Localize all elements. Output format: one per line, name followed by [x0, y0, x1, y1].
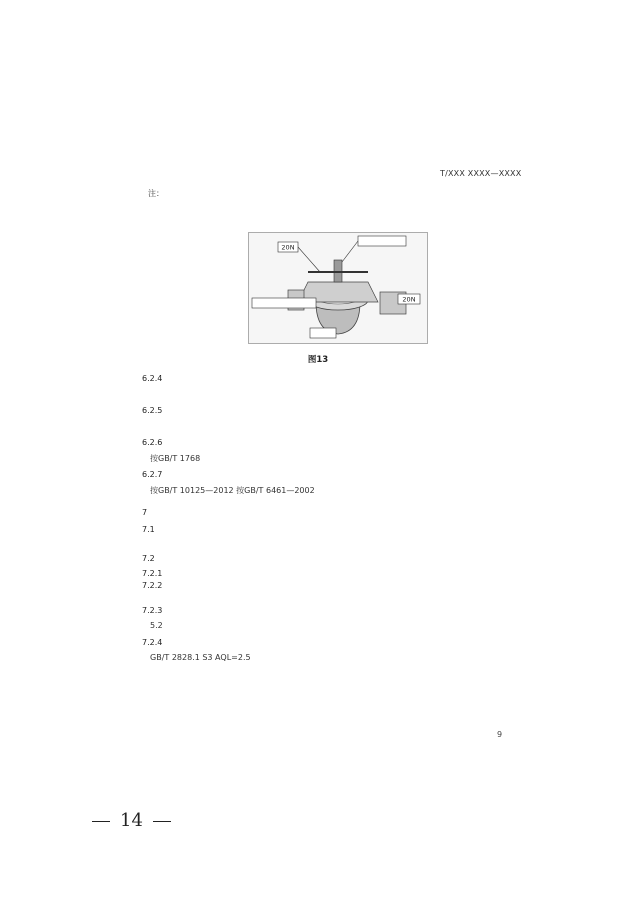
subclause-number: 7.2	[142, 554, 155, 563]
left-dash	[92, 821, 110, 822]
clause-number: 6.2.4	[142, 374, 163, 383]
section-heading	[142, 507, 522, 519]
clause-number: 6.2.7	[142, 470, 163, 479]
clause-heading	[142, 373, 522, 385]
clause-heading	[142, 469, 522, 481]
clause-number: 6.2.6	[142, 438, 163, 447]
subclause-number: 7.2.4	[142, 638, 163, 647]
subclause-line	[142, 580, 522, 592]
force-label-right: 20N	[402, 295, 416, 304]
subclause-body: 5.2	[150, 621, 163, 630]
subclause-number: 7.1	[142, 525, 155, 534]
page-number: 9	[497, 730, 503, 739]
test-figure	[248, 232, 428, 344]
subclause-number: 7.2.1	[142, 569, 163, 578]
right-dash	[153, 821, 171, 822]
figure-caption: 图13	[307, 355, 329, 365]
subclause-number: 7.2.2	[142, 581, 163, 590]
clause-number: 6.2.5	[142, 406, 163, 415]
subclause-heading	[142, 605, 522, 617]
sheet-number	[92, 810, 182, 831]
note-line: 注：	[148, 189, 164, 198]
subclause-number: 7.2.3	[142, 606, 163, 615]
subclause-heading	[142, 553, 522, 565]
clause-heading	[142, 405, 522, 417]
force-label-left: 20N	[281, 243, 295, 252]
subclause-heading	[142, 637, 522, 649]
section-number: 7	[142, 508, 148, 517]
clause-heading	[142, 437, 522, 449]
standard-number: T/XXX XXXX—XXXX	[440, 169, 522, 178]
sheet-number-text: 14	[120, 810, 143, 831]
subclause-line	[142, 568, 522, 580]
subclause-body: GB/T 2828.1 S3 AQL=2.5	[150, 653, 251, 662]
clause-body: 按GB/T 1768	[150, 454, 201, 463]
subclause-heading	[142, 524, 522, 536]
clause-body: 按GB/T 10125—2012 按GB/T 6461—2002	[150, 486, 315, 495]
